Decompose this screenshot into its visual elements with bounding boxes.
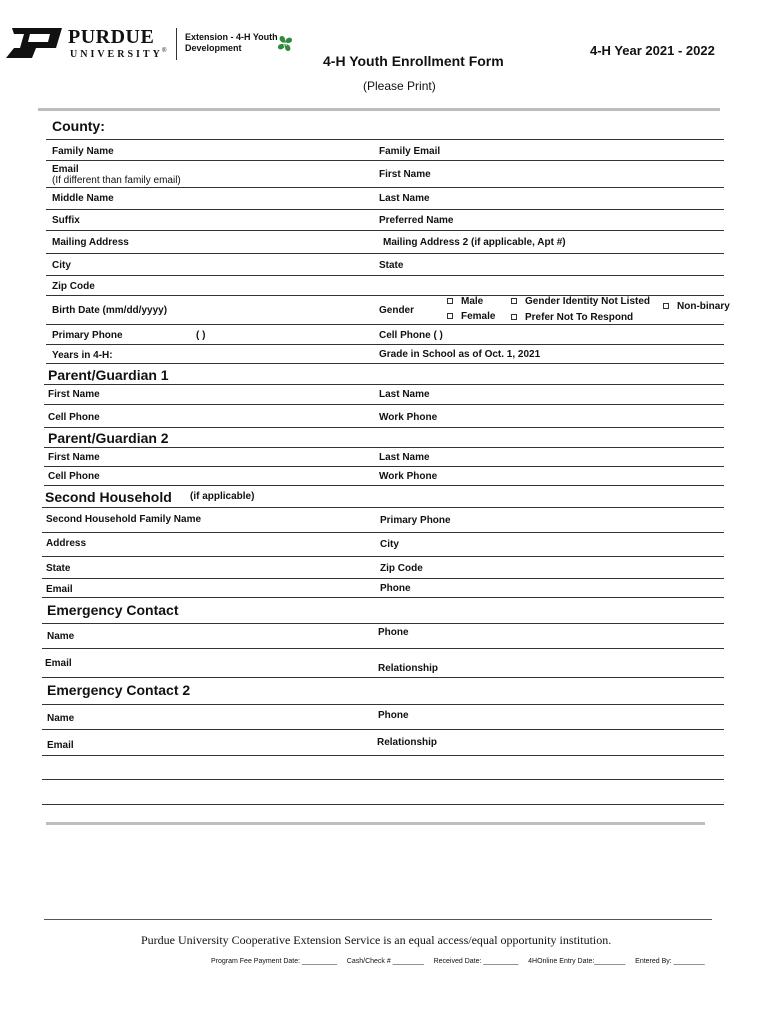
row-line: [42, 556, 724, 557]
second-household-phone: Phone: [380, 583, 411, 594]
gender-option-prefer-not[interactable]: [511, 312, 633, 323]
row-line: [44, 466, 724, 467]
option-label: Prefer Not To Respond: [525, 312, 634, 323]
city-label: City: [52, 260, 71, 271]
emergency2-email: Email: [47, 740, 74, 751]
emergency1-email: Email: [45, 658, 72, 669]
family-name-label: Family Name: [52, 146, 114, 157]
row-line: [42, 623, 724, 624]
county-line: [46, 139, 724, 140]
checkbox-icon: [447, 313, 453, 319]
option-label: Female: [461, 311, 496, 322]
mailing-address-label: Mailing Address: [52, 237, 129, 248]
second-household-email: Email: [46, 584, 73, 595]
gender-option-non-binary[interactable]: [663, 301, 730, 312]
checkbox-icon: [511, 298, 517, 304]
extension-line1: Extension - 4-H Youth: [185, 32, 278, 42]
extension-text: [185, 32, 278, 54]
row-line: [42, 677, 724, 678]
logo-university-text: UNIVERSITY: [70, 49, 163, 60]
gender-label: Gender: [379, 305, 415, 316]
emergency1-title: Emergency Contact: [47, 602, 179, 618]
second-household-title: Second Household: [45, 489, 172, 505]
parent2-first-name: First Name: [48, 452, 100, 463]
suffix-label: Suffix: [52, 215, 80, 226]
clover-icon: [273, 32, 297, 56]
row-line: [42, 804, 724, 805]
parent2-title: Parent/Guardian 2: [48, 430, 169, 446]
option-label: Male: [461, 296, 484, 307]
logo-purdue-text: PURDUE: [68, 26, 155, 48]
form-title: 4-H Youth Enrollment Form: [323, 53, 504, 69]
state-label: State: [379, 260, 404, 271]
parent1-work-phone: Work Phone: [379, 412, 438, 423]
row-line: [46, 187, 724, 188]
primary-phone-paren: ( ): [196, 330, 206, 341]
second-household-note: (if applicable): [190, 491, 255, 502]
parent1-first-name: First Name: [48, 389, 100, 400]
grade-label: Grade in School as of Oct. 1, 2021: [379, 349, 541, 360]
last-name-label: Last Name: [379, 193, 430, 204]
gender-option-female[interactable]: [447, 311, 495, 322]
logo-trademark: ®: [162, 48, 167, 54]
row-line: [42, 729, 724, 730]
parent1-title: Parent/Guardian 1: [48, 367, 169, 383]
emergency1-relationship: Relationship: [378, 663, 439, 674]
gender-option-male[interactable]: [447, 296, 483, 307]
row-line: [46, 230, 724, 231]
mailing-address2-label: Mailing Address 2 (if applicable, Apt #): [383, 237, 566, 248]
row-line: [44, 427, 724, 428]
emergency2-name: Name: [47, 713, 75, 724]
row-line: [46, 344, 724, 345]
second-household-zip: Zip Code: [380, 563, 423, 574]
header-divider: [38, 108, 720, 111]
email-note: (If different than family email): [52, 175, 181, 186]
row-line: [42, 779, 724, 780]
row-line: [46, 275, 724, 276]
row-line: [46, 160, 724, 161]
row-line: [42, 578, 724, 579]
preferred-name-label: Preferred Name: [379, 215, 454, 226]
parent2-work-phone: Work Phone: [379, 471, 438, 482]
row-line: [42, 755, 724, 756]
second-household-family-name: Second Household Family Name: [46, 514, 202, 525]
emergency2-relationship: Relationship: [377, 737, 438, 748]
parent2-cell-phone: Cell Phone: [48, 471, 100, 482]
extension-line2: Development: [185, 43, 242, 53]
birth-date-label: Birth Date (mm/dd/yyyy): [52, 305, 168, 316]
option-label: Non-binary: [677, 301, 730, 312]
row-line: [42, 507, 724, 508]
checkbox-icon: [447, 298, 453, 304]
email-label: Email: [52, 164, 79, 175]
zip-label: Zip Code: [52, 281, 95, 292]
second-household-city: City: [380, 539, 399, 550]
primary-phone-label: Primary Phone: [52, 330, 123, 341]
checkbox-icon: [663, 303, 669, 309]
row-line: [42, 648, 724, 649]
emergency1-name: Name: [47, 631, 75, 642]
parent2-last-name: Last Name: [379, 452, 430, 463]
second-household-address: Address: [46, 538, 87, 549]
footer-line: [44, 919, 712, 920]
parent1-cell-phone: Cell Phone: [48, 412, 100, 423]
purdue-logo: [6, 26, 166, 62]
cell-phone-label: Cell Phone ( ): [379, 330, 443, 341]
row-line: [44, 447, 724, 448]
row-line: [46, 363, 724, 364]
please-print: (Please Print): [363, 79, 436, 93]
row-line: [44, 485, 724, 486]
years-in-4h-label: Years in 4-H:: [52, 350, 113, 361]
row-line: [44, 404, 724, 405]
gender-option-not-listed[interactable]: [511, 296, 650, 307]
row-line: [46, 324, 724, 325]
first-name-label: First Name: [379, 169, 431, 180]
middle-name-label: Middle Name: [52, 193, 114, 204]
checkbox-icon: [511, 314, 517, 320]
row-line: [42, 532, 724, 533]
row-line: [46, 253, 724, 254]
purdue-p-icon: [6, 26, 64, 60]
row-line: [42, 597, 724, 598]
emergency2-title: Emergency Contact 2: [47, 682, 191, 698]
option-label: Gender Identity Not Listed: [525, 296, 651, 307]
second-household-primary-phone: Primary Phone: [380, 515, 451, 526]
county-label: County:: [52, 118, 105, 134]
svg-text:H: H: [283, 42, 287, 48]
bottom-divider: [46, 822, 705, 825]
parent1-last-name: Last Name: [379, 389, 430, 400]
form-year: 4-H Year 2021 - 2022: [590, 43, 715, 58]
emergency2-phone: Phone: [378, 710, 409, 721]
logo-divider: [176, 28, 177, 60]
row-line: [42, 704, 724, 705]
second-household-state: State: [46, 563, 71, 574]
office-use-line: Program Fee Payment Date: _________ Cash/Check # ________ Received Date: _________ 4HOnline Entry Date:________ Entered By: ________: [211, 958, 705, 965]
equal-opportunity-statement: Purdue University Cooperative Extension Service is an equal access/equal opportunity institution.: [141, 933, 612, 947]
row-line: [46, 209, 724, 210]
emergency1-phone: Phone: [378, 627, 409, 638]
family-email-label: Family Email: [379, 146, 441, 157]
row-line: [44, 384, 724, 385]
